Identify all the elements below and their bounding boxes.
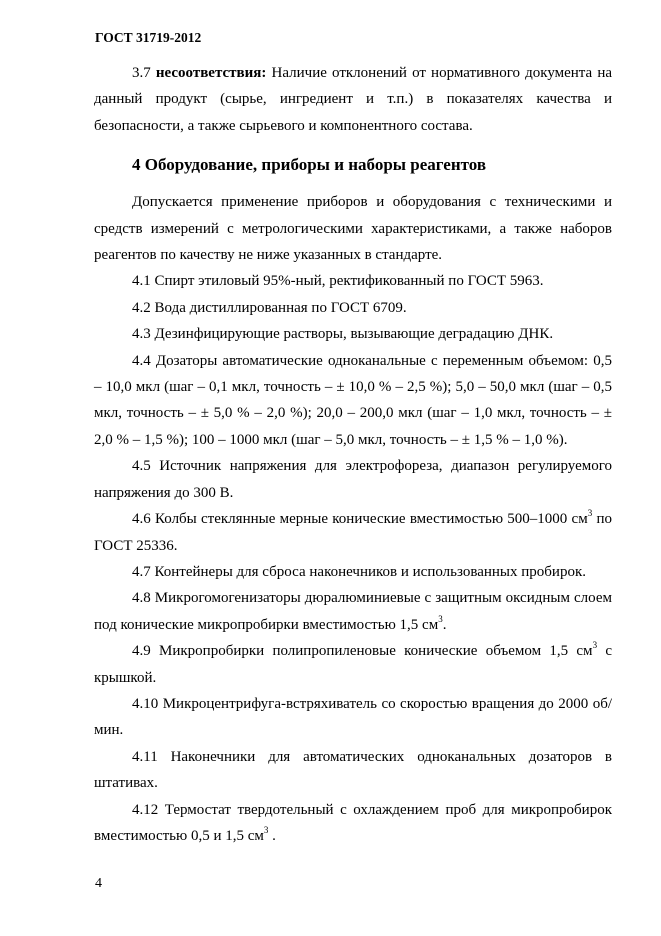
definition-text: Наличие отклонений от нормативного документа на данный продукт (сырье, ингредиент и т.п.) в показателях качества и безопасности, а также сырьевого и компонентного состава. — [94, 65, 613, 134]
item-4-12 — [94, 797, 612, 850]
definition-number: 3.7 — [132, 65, 151, 81]
section-4-intro: Допускается применение приборов и оборудования с техническими и средств измерений с метрологическими характеристиками, а также наборов реагентов по качеству не ниже указанных в стандарте. — [94, 194, 612, 264]
section-4-title: 4 Оборудование, приборы и наборы реагентов — [132, 155, 487, 175]
item-4-9-text: 4.9 Микропробирки полипропиленовые конические объемом 1,5 см — [132, 643, 593, 660]
item-4-12-text: 4.12 Термостат твердотельный с охлаждением проб для микропробирок вместимостью 0,5 и 1,5 см — [94, 801, 612, 844]
item-4-12-tail: . — [268, 827, 276, 844]
item-4-8-superscript: 3 — [438, 613, 443, 624]
item-4-10: 4.10 Микроцентрифуга-встряхиватель со скоростью вращения до 2000 об/мин. — [94, 695, 612, 739]
item-4-1: 4.1 Спирт этиловый 95%-ный, ректификованный по ГОСТ 5963. — [132, 273, 544, 290]
item-4-8-text: 4.8 Микрогомогенизаторы дюралюминиевые с защитным оксидным слоем под конические микропробирки вместимостью 1,5 см — [94, 590, 612, 633]
item-4-6-tail: по ГОСТ 25336. — [94, 511, 613, 554]
item-4-5: 4.5 Источник напряжения для электрофореза, диапазон регулируемого напряжения до 300 В. — [94, 458, 612, 501]
page-number: 4 — [95, 876, 102, 891]
item-4-6 — [94, 506, 612, 559]
item-4-7: 4.7 Контейнеры для сброса наконечников и использованных пробирок. — [132, 563, 586, 580]
item-4-9-tail: с крышкой. — [94, 643, 612, 686]
definition-3-7 — [94, 60, 612, 139]
definition-term: несоответствия: — [155, 65, 267, 81]
item-4-4: 4.4 Дозаторы автоматические одноканальные с переменным объемом: 0,5 – 10,0 мкл (шаг – 0,1 мкл, точность – ± 10,0 % – 2,5 %); 5,0 – 50,0 мкл (шаг – 0,5 мкл, точность – ± 5,0 % – 2,0 %); 20,0 – 200,0 мкл (шаг – 1,0 мкл, точность – ± 2,0 % – 1,5 %); 100 – 1000 мкл (шаг – 5,0 мкл, точность – ± 1,5 % – 1,0 %). — [94, 352, 612, 448]
item-4-2: 4.2 Вода дистиллированная по ГОСТ 6709. — [132, 299, 407, 316]
item-4-12-superscript: 3 — [263, 824, 269, 835]
item-4-8 — [94, 585, 612, 638]
document-header: ГОСТ 31719-2012 — [95, 30, 202, 45]
item-4-11: 4.11 Наконечники для автоматических одноканальных дозаторов в штативах. — [94, 748, 612, 792]
item-4-6-superscript: 3 — [587, 508, 593, 519]
item-4-9 — [94, 638, 612, 691]
item-4-6-text: 4.6 Колбы стеклянные мерные конические вместимостью 500–1000 см — [132, 511, 588, 528]
item-4-3: 4.3 Дезинфицирующие растворы, вызывающие деградацию ДНК. — [132, 326, 554, 343]
page-body — [94, 60, 612, 849]
item-4-9-superscript: 3 — [592, 640, 598, 651]
item-4-8-tail: . — [442, 616, 447, 633]
